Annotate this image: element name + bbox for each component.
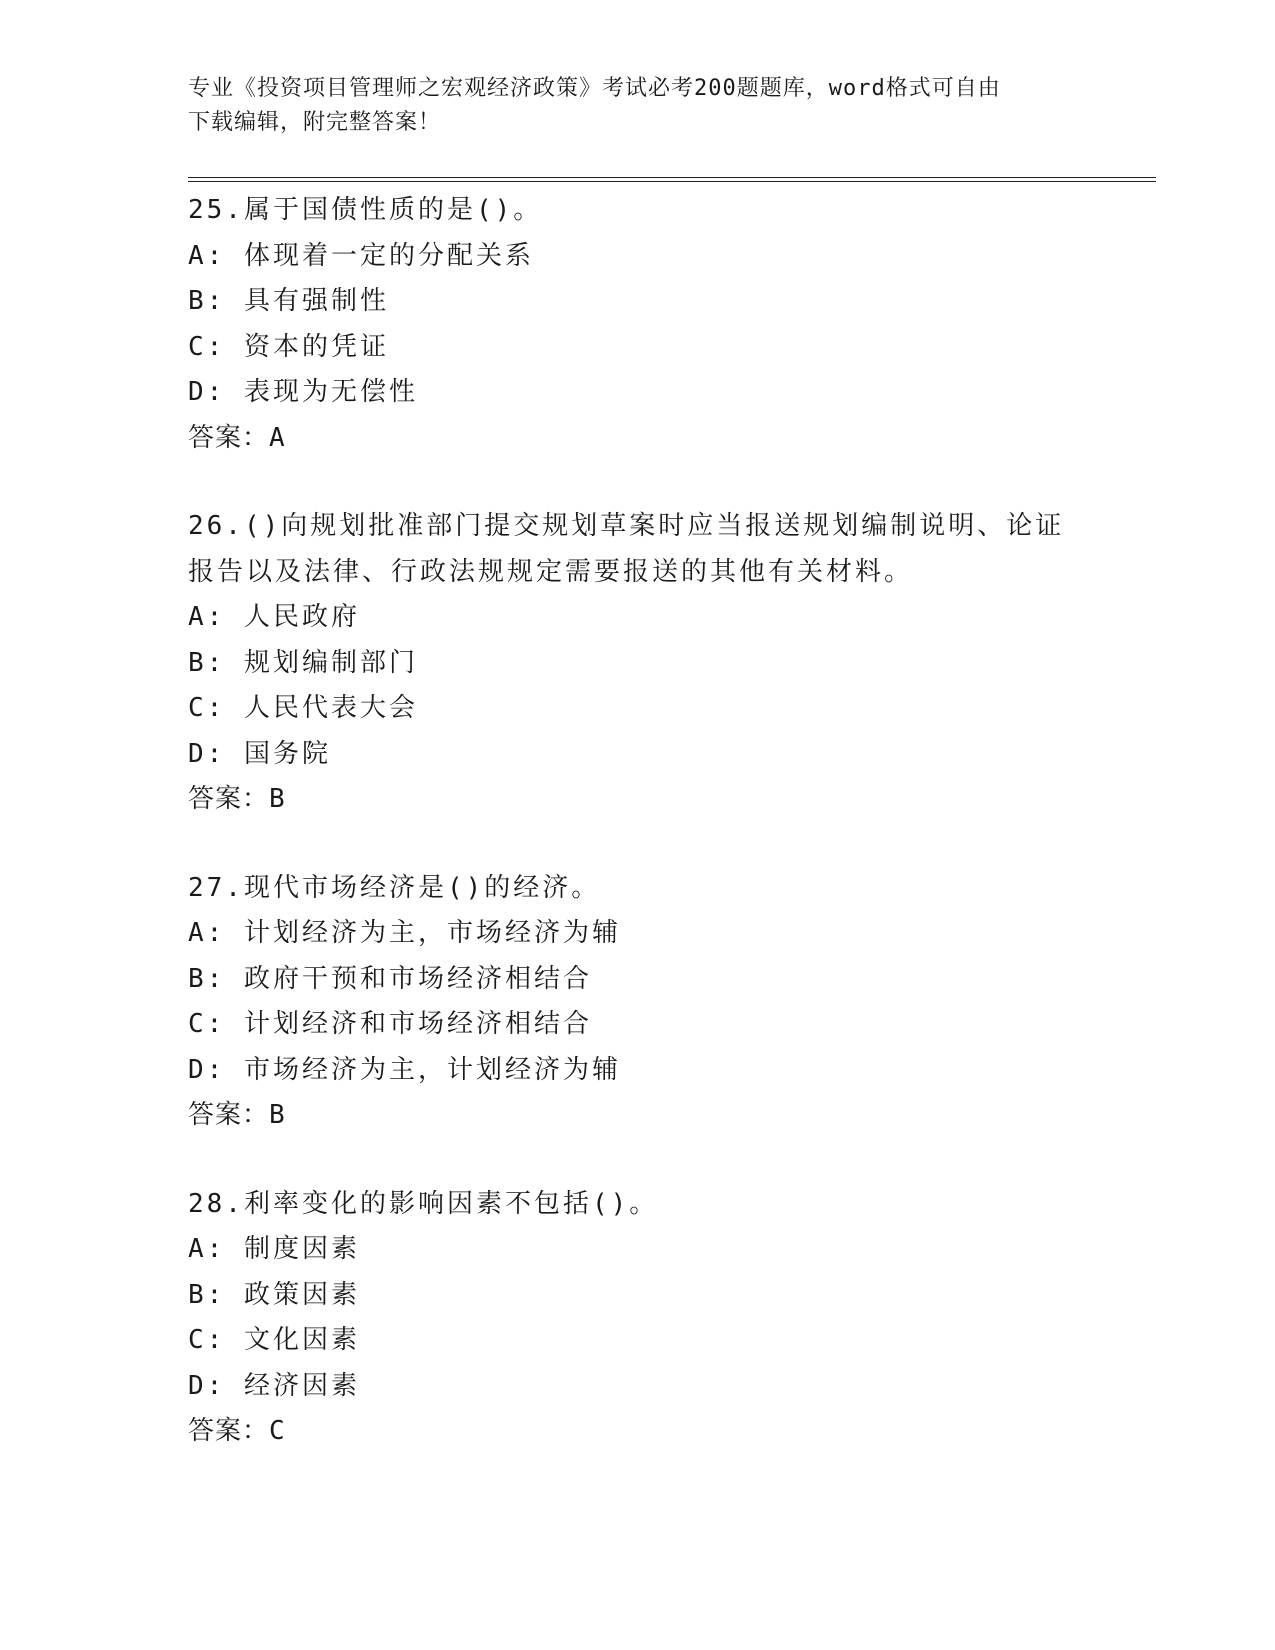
header-double-rule xyxy=(188,177,1156,182)
question-28 xyxy=(188,1182,1088,1455)
answer-label: 答案： xyxy=(188,784,270,814)
answer-label: 答案： xyxy=(188,1416,270,1446)
answer xyxy=(188,1409,1088,1455)
option-a: A: 人民政府 xyxy=(188,602,360,632)
question-25 xyxy=(188,188,1088,461)
answer-value: A xyxy=(269,422,286,453)
option-b: B: 规划编制部门 xyxy=(188,647,418,678)
question-26 xyxy=(188,504,1088,823)
answer-label: 答案： xyxy=(188,1100,270,1130)
question-27 xyxy=(188,866,1088,1139)
option-a: A: 制度因素 xyxy=(188,1234,360,1264)
option-d: D: 经济因素 xyxy=(188,1370,360,1401)
option-c: C: 计划经济和市场经济相结合 xyxy=(188,1009,592,1039)
answer-value: B xyxy=(269,784,286,814)
answer xyxy=(188,416,1088,462)
question-text: 25.属于国债性质的是()。 xyxy=(188,195,543,225)
answer-value: C xyxy=(269,1416,286,1446)
option-d: D: 国务院 xyxy=(188,738,331,769)
question-list xyxy=(188,188,1088,1498)
option-c: C: 资本的凭证 xyxy=(188,331,389,362)
option-c: C: 人民代表大会 xyxy=(188,693,418,723)
option-a: A: 计划经济为主，市场经济为辅 xyxy=(188,918,621,948)
answer-label: 答案： xyxy=(188,422,270,453)
answer xyxy=(188,1093,1088,1139)
option-d: D: 表现为无偿性 xyxy=(188,377,418,407)
option-d: D: 市场经济为主，计划经济为辅 xyxy=(188,1054,621,1085)
header-line-1: 专业《投资项目管理师之宏观经济政策》考试必考200题题库，word格式可自由 xyxy=(188,76,1001,101)
question-text: 26.()向规划批准部门提交规划草案时应当报送规划编制说明、论证报告以及法律、行政法规规定需要报送的其他有关材料。 xyxy=(188,511,1065,587)
question-text: 28.利率变化的影响因素不包括()。 xyxy=(188,1188,659,1219)
answer xyxy=(188,777,1088,823)
question-text: 27.现代市场经济是()的经济。 xyxy=(188,872,601,903)
header-line-2: 下载编辑，附完整答案！ xyxy=(188,110,442,135)
answer-value: B xyxy=(269,1100,286,1130)
option-b: B: 具有强制性 xyxy=(188,286,389,316)
option-b: B: 政府干预和市场经济相结合 xyxy=(188,963,592,994)
document-header xyxy=(188,72,1088,140)
option-c: C: 文化因素 xyxy=(188,1325,360,1355)
option-a: A: 体现着一定的分配关系 xyxy=(188,240,534,271)
option-b: B: 政策因素 xyxy=(188,1279,360,1310)
